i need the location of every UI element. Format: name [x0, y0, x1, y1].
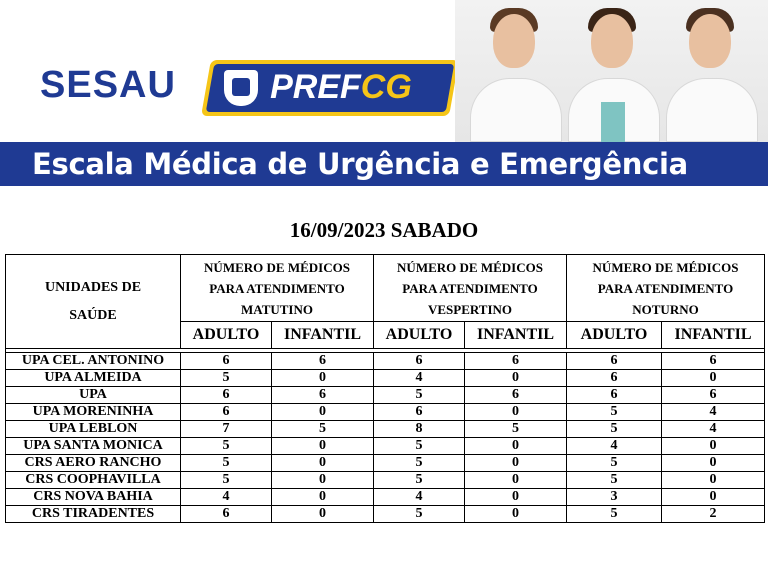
doctor-count-cell: 5: [567, 472, 662, 489]
unit-name-cell: CRS TIRADENTES: [6, 506, 181, 523]
sesau-logo: SESAU: [40, 64, 176, 106]
table-row: [6, 353, 765, 370]
unit-column-header: [6, 255, 181, 349]
doctor-count-cell: 5: [181, 472, 272, 489]
doctor-count-cell: 4: [374, 370, 465, 387]
doctor-count-cell: 6: [181, 387, 272, 404]
prefcg-logo-inner: [206, 64, 454, 112]
doctor-count-cell: 0: [465, 489, 567, 506]
doctor-figure: [465, 0, 565, 142]
doctor-count-cell: 0: [272, 370, 374, 387]
doctor-count-cell: 8: [374, 421, 465, 438]
table-row: [6, 489, 765, 506]
doctor-count-cell: 7: [181, 421, 272, 438]
doctor-figure: [563, 0, 663, 142]
unit-name-cell: UPA CEL. ANTONINO: [6, 353, 181, 370]
doctor-count-cell: 6: [181, 353, 272, 370]
doctor-count-cell: 6: [465, 353, 567, 370]
doctor-count-cell: 5: [374, 438, 465, 455]
unit-header-line1: UNIDADES DE: [44, 279, 142, 295]
unit-name-cell: UPA SANTA MONICA: [6, 438, 181, 455]
doctor-count-cell: 6: [272, 387, 374, 404]
group-header-line: MATUTINO: [241, 301, 313, 317]
unit-name-cell: CRS AERO RANCHO: [6, 455, 181, 472]
banner-title: Escala Médica de Urgência e Emergência: [32, 147, 688, 181]
table-row: [6, 370, 765, 387]
doctor-count-cell: 0: [465, 438, 567, 455]
group-header-line: PARA ATENDIMENTO: [402, 280, 538, 296]
table-row: [6, 472, 765, 489]
table-row: [6, 438, 765, 455]
doctor-count-cell: 6: [567, 387, 662, 404]
doctor-count-cell: 3: [567, 489, 662, 506]
group-header-line: NÚMERO DE MÉDICOS: [397, 259, 543, 275]
doctor-count-cell: 4: [181, 489, 272, 506]
header: [0, 0, 768, 186]
doctor-count-cell: 0: [465, 506, 567, 523]
title-banner: [0, 142, 768, 186]
doctor-count-cell: 6: [662, 387, 765, 404]
unit-name-cell: UPA: [6, 387, 181, 404]
doctor-count-cell: 5: [567, 506, 662, 523]
group-header-matutino: [181, 255, 374, 322]
unit-name-cell: UPA LEBLON: [6, 421, 181, 438]
group-header-noturno: [567, 255, 765, 322]
doctor-count-cell: 0: [272, 506, 374, 523]
doctor-count-cell: 6: [272, 353, 374, 370]
doctor-count-cell: 4: [662, 421, 765, 438]
doctor-count-cell: 0: [662, 370, 765, 387]
doctor-count-cell: 6: [567, 353, 662, 370]
table-row: [6, 455, 765, 472]
doctor-count-cell: 5: [272, 421, 374, 438]
doctor-count-cell: 0: [465, 455, 567, 472]
doctor-count-cell: 0: [662, 455, 765, 472]
doctor-count-cell: 5: [181, 370, 272, 387]
doctor-count-cell: 4: [567, 438, 662, 455]
doctor-count-cell: 0: [465, 370, 567, 387]
doctor-figure: [661, 0, 761, 142]
schedule-table: [5, 254, 765, 523]
doctor-count-cell: 0: [662, 472, 765, 489]
unit-name-cell: CRS NOVA BAHIA: [6, 489, 181, 506]
doctor-count-cell: 0: [272, 404, 374, 421]
doctor-count-cell: 0: [272, 489, 374, 506]
doctor-count-cell: 2: [662, 506, 765, 523]
group-header-vespertino: [374, 255, 567, 322]
sub-header-adulto: ADULTO: [374, 322, 465, 349]
sub-header-infantil: INFANTIL: [662, 322, 765, 349]
city-crest-icon: [224, 70, 258, 106]
doctor-count-cell: 0: [272, 455, 374, 472]
sub-header-infantil: INFANTIL: [272, 322, 374, 349]
doctor-count-cell: 6: [374, 404, 465, 421]
doctor-count-cell: 0: [272, 472, 374, 489]
group-header-line: NÚMERO DE MÉDICOS: [204, 259, 350, 275]
prefcg-logo-accent: CG: [360, 68, 412, 106]
doctor-count-cell: 5: [567, 455, 662, 472]
doctor-count-cell: 0: [662, 489, 765, 506]
doctor-count-cell: 4: [662, 404, 765, 421]
prefcg-logo: [201, 60, 459, 116]
doctor-count-cell: 6: [181, 404, 272, 421]
doctor-count-cell: 0: [272, 438, 374, 455]
doctor-count-cell: 0: [465, 404, 567, 421]
table-row: [6, 506, 765, 523]
doctor-count-cell: 5: [374, 455, 465, 472]
table-row: [6, 421, 765, 438]
doctors-photo: [455, 0, 768, 142]
unit-name-cell: CRS COOPHAVILLA: [6, 472, 181, 489]
doctor-count-cell: 6: [662, 353, 765, 370]
table-row: [6, 404, 765, 421]
doctor-count-cell: 5: [465, 421, 567, 438]
doctor-count-cell: 5: [567, 421, 662, 438]
schedule-date: 16/09/2023 SABADO: [289, 218, 479, 242]
prefcg-logo-text: [270, 68, 412, 107]
doctor-count-cell: 5: [181, 455, 272, 472]
group-header-line: PARA ATENDIMENTO: [209, 280, 345, 296]
table-row: [6, 387, 765, 404]
sub-header-adulto: ADULTO: [181, 322, 272, 349]
doctor-count-cell: 0: [465, 472, 567, 489]
prefcg-logo-main: PREF: [270, 68, 361, 106]
doctor-count-cell: 6: [567, 370, 662, 387]
doctor-count-cell: 5: [567, 404, 662, 421]
doctor-count-cell: 0: [662, 438, 765, 455]
doctor-count-cell: 5: [374, 472, 465, 489]
doctor-count-cell: 4: [374, 489, 465, 506]
unit-name-cell: UPA ALMEIDA: [6, 370, 181, 387]
group-header-line: NOTURNO: [632, 301, 699, 317]
doctor-count-cell: 5: [374, 387, 465, 404]
doctor-count-cell: 6: [374, 353, 465, 370]
doctor-count-cell: 5: [181, 438, 272, 455]
unit-name-cell: UPA MORENINHA: [6, 404, 181, 421]
group-header-line: VESPERTINO: [427, 301, 513, 317]
unit-header-line2: SAÚDE: [69, 307, 117, 323]
sub-header-infantil: INFANTIL: [465, 322, 567, 349]
sub-header-adulto: ADULTO: [567, 322, 662, 349]
doctor-count-cell: 6: [181, 506, 272, 523]
group-header-line: NÚMERO DE MÉDICOS: [592, 259, 739, 275]
schedule-rows: [6, 353, 765, 523]
doctor-count-cell: 6: [465, 387, 567, 404]
group-header-line: PARA ATENDIMENTO: [597, 280, 734, 296]
doctor-count-cell: 5: [374, 506, 465, 523]
